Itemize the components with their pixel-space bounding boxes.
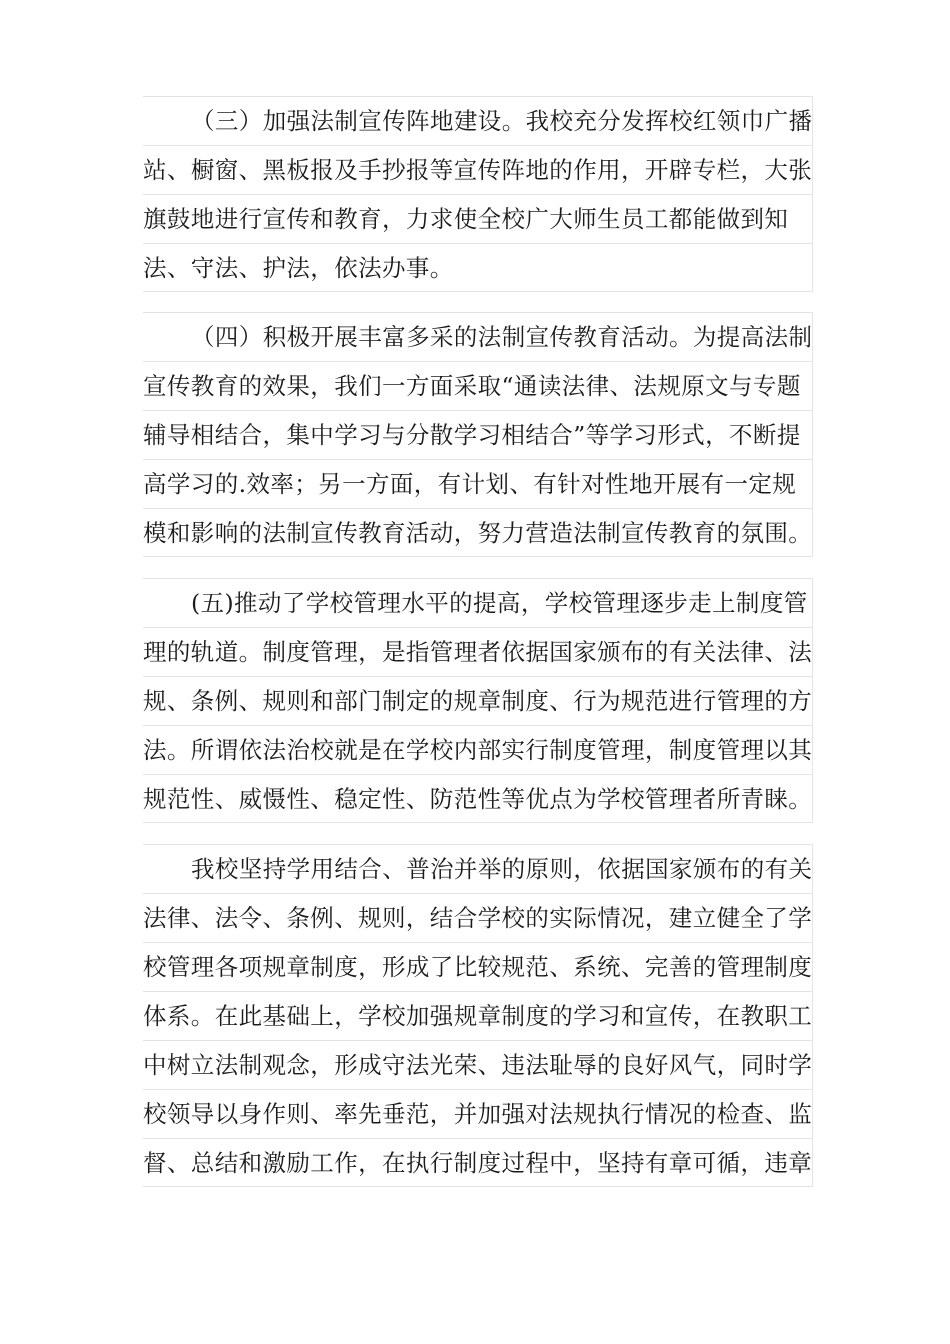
paragraph-4-education-activities [143,312,813,557]
text-line: 校领导以身作则、率先垂范，并加强对法规执行情况的检查、监 [143,1089,813,1138]
text-line: 我校坚持学用结合、普治并举的原则，依据国家颁布的有关 [143,844,813,893]
text-line: 体系。在此基础上，学校加强规章制度的学习和宣传，在教职工 [143,991,813,1040]
text-line: 站、橱窗、黑板报及手抄报等宣传阵地的作用，开辟专栏，大张 [143,145,813,194]
text-line: 宣传教育的效果，我们一方面采取“通读法律、法规原文与专题 [143,361,813,410]
paragraph-3-publicity-positions [143,96,813,292]
text-line: 中树立法制观念，形成守法光荣、违法耻辱的良好风气，同时学 [143,1040,813,1089]
text-line: (五)推动了学校管理水平的提高，学校管理逐步走上制度管 [143,578,813,627]
text-line: 旗鼓地进行宣传和教育，力求使全校广大师生员工都能做到知 [143,194,813,243]
text-line: 法律、法令、条例、规则，结合学校的实际情况，建立健全了学 [143,893,813,942]
text-line: 规、条例、规则和部门制定的规章制度、行为规范进行管理的方 [143,676,813,725]
paragraph-school-principles [143,844,813,1187]
text-line: （三）加强法制宣传阵地建设。我校充分发挥校红领巾广播 [143,96,813,145]
text-line: 模和影响的法制宣传教育活动，努力营造法制宣传教育的氛围。 [143,508,813,557]
text-line: 高学习的.效率；另一方面，有计划、有针对性地开展有一定规 [143,459,813,508]
text-line: （四）积极开展丰富多采的法制宣传教育活动。为提高法制 [143,312,813,361]
text-line: 规范性、威慑性、稳定性、防范性等优点为学校管理者所青睐。 [143,774,813,823]
text-line: 理的轨道。制度管理，是指管理者依据国家颁布的有关法律、法 [143,627,813,676]
text-line: 法。所谓依法治校就是在学校内部实行制度管理，制度管理以其 [143,725,813,774]
paragraph-5-school-management [143,578,813,823]
text-line: 督、总结和激励工作，在执行制度过程中，坚持有章可循，违章 [143,1138,813,1187]
text-line: 辅导相结合，集中学习与分散学习相结合”等学习形式，不断提 [143,410,813,459]
text-line: 校管理各项规章制度，形成了比较规范、系统、完善的管理制度 [143,942,813,991]
text-line: 法、守法、护法，依法办事。 [143,243,813,292]
